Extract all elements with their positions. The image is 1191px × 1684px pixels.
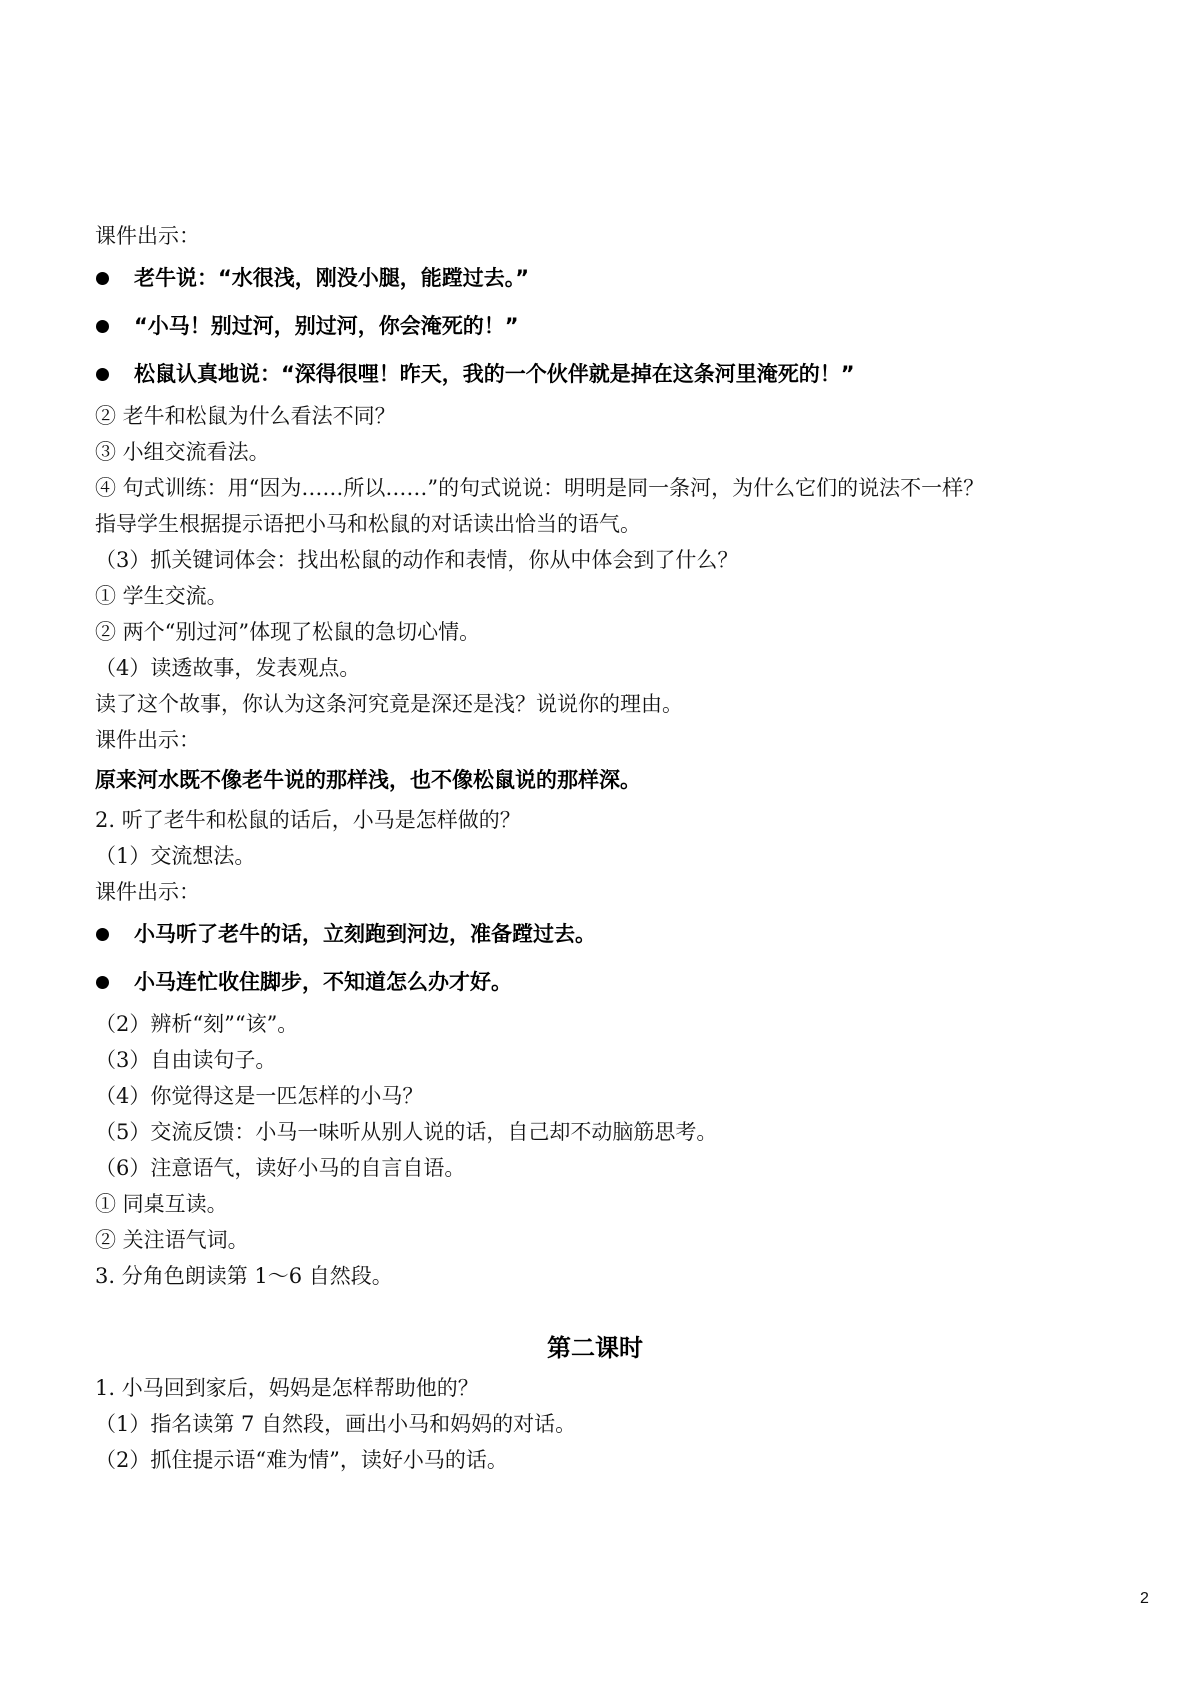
bullet-text: 松鼠认真地说：“深得很哩！昨天，我的一个伙伴就是掉在这条河里淹死的！” [134, 362, 855, 386]
bullet-item [95, 302, 1135, 350]
bullet-text: “小马！别过河，别过河，你会淹死的！” [134, 314, 519, 338]
text-line: （4）读透故事，发表观点。 [95, 656, 361, 680]
bullet-icon [96, 320, 109, 333]
text-line: 3. 分角色朗读第 1～6 自然段。 [95, 1264, 393, 1288]
text-line: ② 关注语气词。 [95, 1228, 249, 1252]
text-line: ① 同桌互读。 [95, 1192, 228, 1216]
text-line: 指导学生根据提示语把小马和松鼠的对话读出恰当的语气。 [95, 512, 641, 536]
text-line: 课件出示： [95, 728, 200, 752]
page-number: 2 [1140, 1590, 1149, 1607]
bullet-text: 老牛说：“水很浅，刚没小腿，能蹚过去。” [134, 266, 530, 290]
text-line: （5）交流反馈：小马一味听从别人说的话，自己却不动脑筋思考。 [95, 1120, 718, 1144]
text-line: ④ 句式训练：用“因为……所以……”的句式说说：明明是同一条河，为什么它们的说法不一样？ [95, 476, 985, 500]
text-line: （3）抓关键词体会：找出松鼠的动作和表情，你从中体会到了什么？ [95, 548, 739, 572]
bullet-text: 小马听了老牛的话，立刻跑到河边，准备蹚过去。 [134, 922, 596, 946]
text-line: （2）辨析“刻”“该”。 [95, 1012, 299, 1036]
text-line: （4）你觉得这是一匹怎样的小马？ [95, 1084, 424, 1108]
text-line: （3）自由读句子。 [95, 1048, 277, 1072]
bullet-item [95, 958, 1135, 1006]
text-line: 1. 小马回到家后，妈妈是怎样帮助他的？ [95, 1376, 479, 1400]
text-line: 读了这个故事，你认为这条河究竟是深还是浅？说说你的理由。 [95, 692, 683, 716]
text-line: （1）指名读第 7 自然段，画出小马和妈妈的对话。 [95, 1412, 577, 1436]
text-line: （6）注意语气，读好小马的自言自语。 [95, 1156, 466, 1180]
bullet-icon [96, 272, 109, 285]
bullet-item [95, 254, 1135, 302]
document-body [95, 218, 1135, 1478]
text-line: ② 两个“别过河”体现了松鼠的急切心情。 [95, 620, 481, 644]
text-line: （2）抓住提示语“难为情”，读好小马的话。 [95, 1448, 508, 1472]
bullet-icon [96, 368, 109, 381]
text-line: ③ 小组交流看法。 [95, 440, 270, 464]
text-line: ① 学生交流。 [95, 584, 228, 608]
bullet-icon [96, 976, 109, 989]
text-line: ② 老牛和松鼠为什么看法不同？ [95, 404, 396, 428]
bullet-item [95, 910, 1135, 958]
text-line: 课件出示： [95, 224, 200, 248]
bullet-text: 小马连忙收住脚步，不知道怎么办才好。 [134, 970, 512, 994]
bullet-item [95, 350, 1135, 398]
text-line: （1）交流想法。 [95, 844, 256, 868]
text-line: 2. 听了老牛和松鼠的话后，小马是怎样做的？ [95, 808, 521, 832]
text-line: 课件出示： [95, 880, 200, 904]
bullet-icon [96, 928, 109, 941]
highlight-sentence: 原来河水既不像老牛说的那样浅，也不像松鼠说的那样深。 [95, 768, 641, 792]
section-heading: 第二课时 [547, 1334, 643, 1362]
